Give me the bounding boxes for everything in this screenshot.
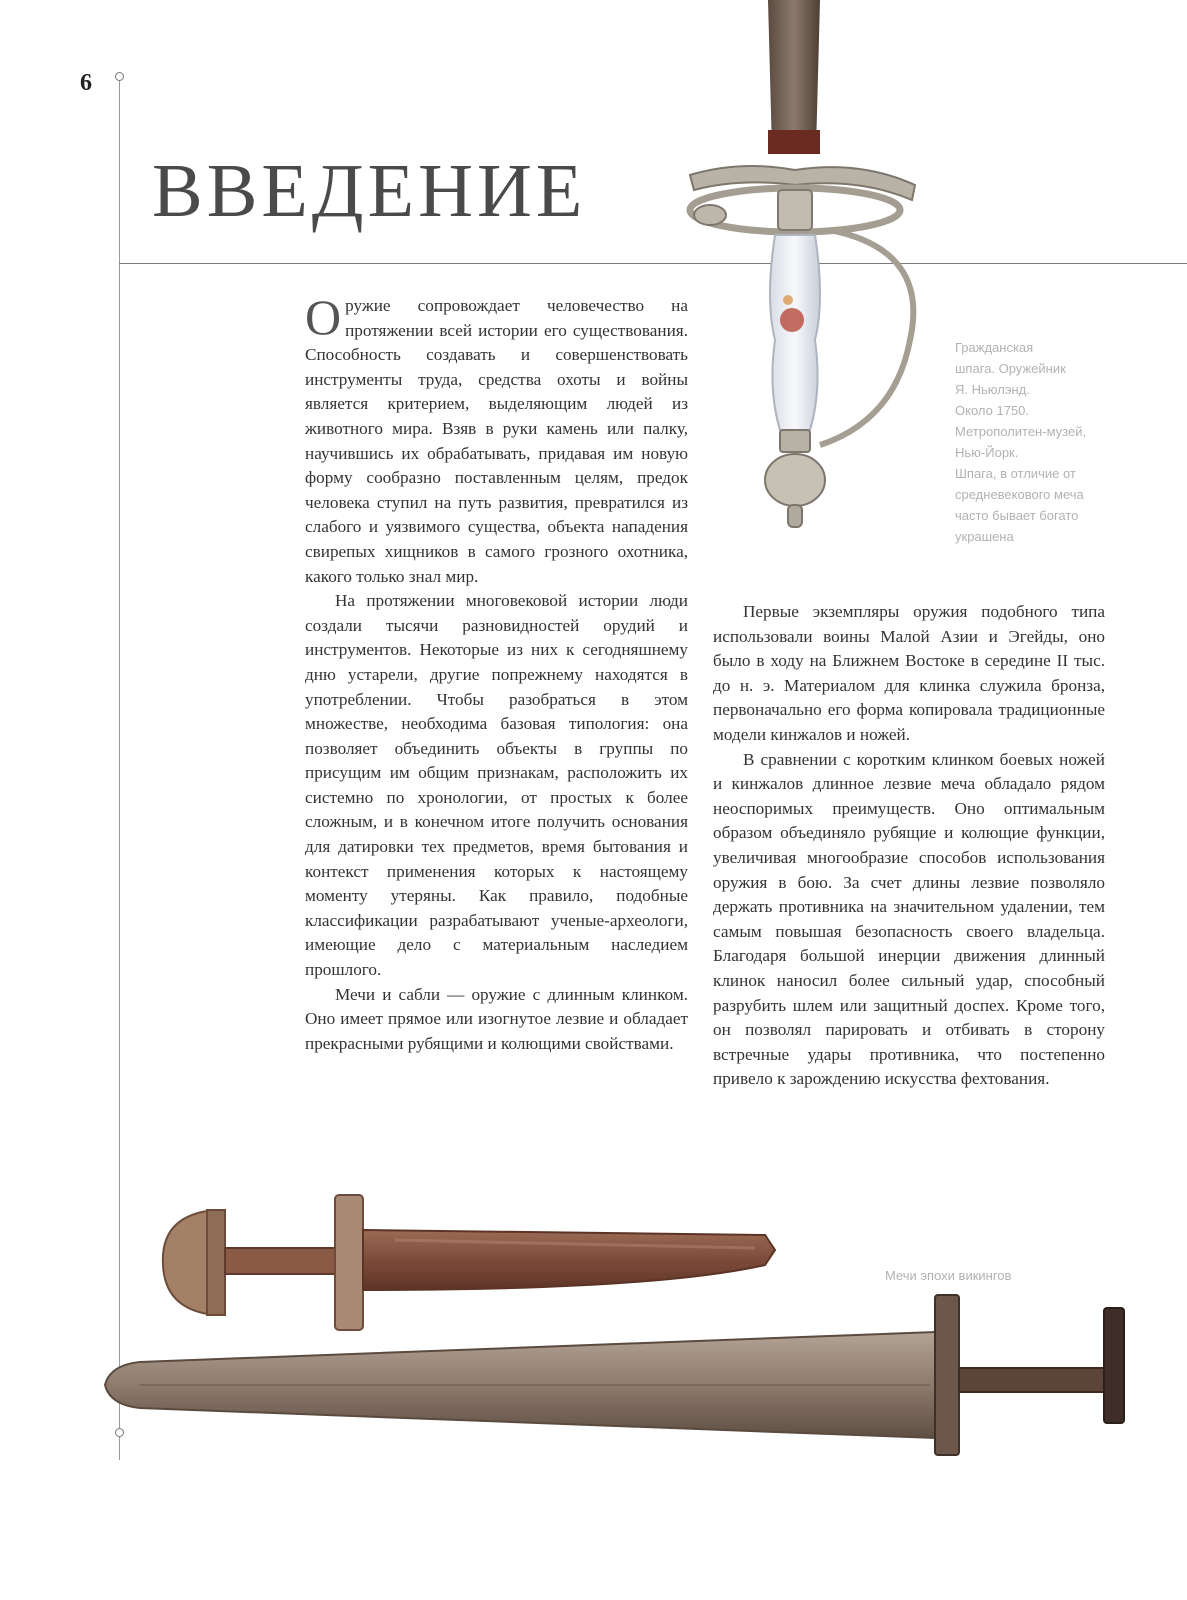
rapier-caption: [955, 337, 1115, 547]
body-text-right-column: [713, 600, 1105, 1092]
paragraph: Мечи и сабли — оружие с длинным клинком. Оно имеет прямое или изогнутое лезвие и обладает прекрасными рубящими и колющими свойствами.: [305, 984, 688, 1053]
caption-line: Около 1750.: [955, 403, 1029, 418]
caption-line: Шпага, в отличие от: [955, 466, 1076, 481]
drop-cap: О: [305, 289, 342, 345]
paragraph-text: ружие сопровождает человечество на протяжении всей истории его существования. Способность создавать и совершенствовать инструменты труда, средства охоты и войны является критерием, выделяющим людей из животного мира. Взяв в руки камень или палку, научившись их обрабатывать, придавая им новую форму сообразно поставленным целям, предок человека ступил на путь развития, превратился из слабого и уязвимого существа, объекта нападения свирепых хищников в самого грозного охотника, какого только знал мир.: [305, 296, 688, 586]
body-text-left-column: [305, 289, 688, 1056]
caption-line: Нью-Йорк.: [955, 445, 1019, 460]
caption-line: Метрополитен-музей,: [955, 424, 1087, 439]
title-rule-horizontal: [119, 263, 1187, 264]
page-title: ВВЕДЕНИЕ: [152, 149, 587, 233]
paragraph: Первые экземпляры оружия подобного типа использовали воины Малой Азии и Эгейды, оно было в ходу на Ближнем Востоке в середине II тыс. до н. э. Материалом для клинка служила бронза, первоначально его форма копировала традиционные модели кинжалов и ножей.: [713, 602, 1105, 744]
page-number: 6: [80, 70, 92, 96]
paragraph: [305, 289, 688, 589]
caption-line: Гражданская: [955, 340, 1034, 355]
paragraph: В сравнении с коротким клинком боевых ножей и кинжалов длинное лезвие меча обладало рядом неоспоримых преимуществ. Оно оптимальным образом объединяло рубящие и колющие функции, увеличивая многообразие способов использования оружия в бою. За счет длины лезвие позволяло держать противника на значительном удалении, тем самым повышая безопасность своего владельца. Благодаря большой инерции движения длинный клинок наносил более сильный удар, способный разрубить шлем или защитный доспех. Кроме того, он позволял парировать и отбивать в сторону встречные удары противника, что постепенно привело к зарождению искусства фехтования.: [713, 749, 1105, 1089]
viking-sword-long-image: [100, 1290, 1130, 1470]
rapier-image: [680, 0, 940, 540]
caption-line: шпага. Оружейник: [955, 361, 1066, 376]
caption-line: украшена: [955, 529, 1014, 544]
rule-dot-top: [115, 72, 124, 81]
paragraph: На протяжении многовековой истории люди создали тысячи разновидностей орудий и инструментов. Некоторые из них к сегодняшнему дню устарели, другие попрежнему находятся в употреблении. Чтобы разобраться в этом множестве, необходима базовая типология: она позволяет объединить объекты в группы по присущим им общим признакам, расположить их системно по хронологии, от простых к более сложным, и в конечном итоге получить основания для датировки тех предметов, время бытования и контекст применения которых к настоящему моменту утеряны. Как правило, подобные классификации разрабатывают ученые-археологи, имеющие дело с материальным наследием прошлого.: [305, 591, 688, 980]
viking-caption: Мечи эпохи викингов: [885, 1268, 1012, 1283]
caption-line: средневекового меча: [955, 487, 1084, 502]
margin-rule-vertical: [119, 80, 120, 1460]
caption-line: Я. Ньюлэнд.: [955, 382, 1030, 397]
caption-line: часто бывает богато: [955, 508, 1079, 523]
